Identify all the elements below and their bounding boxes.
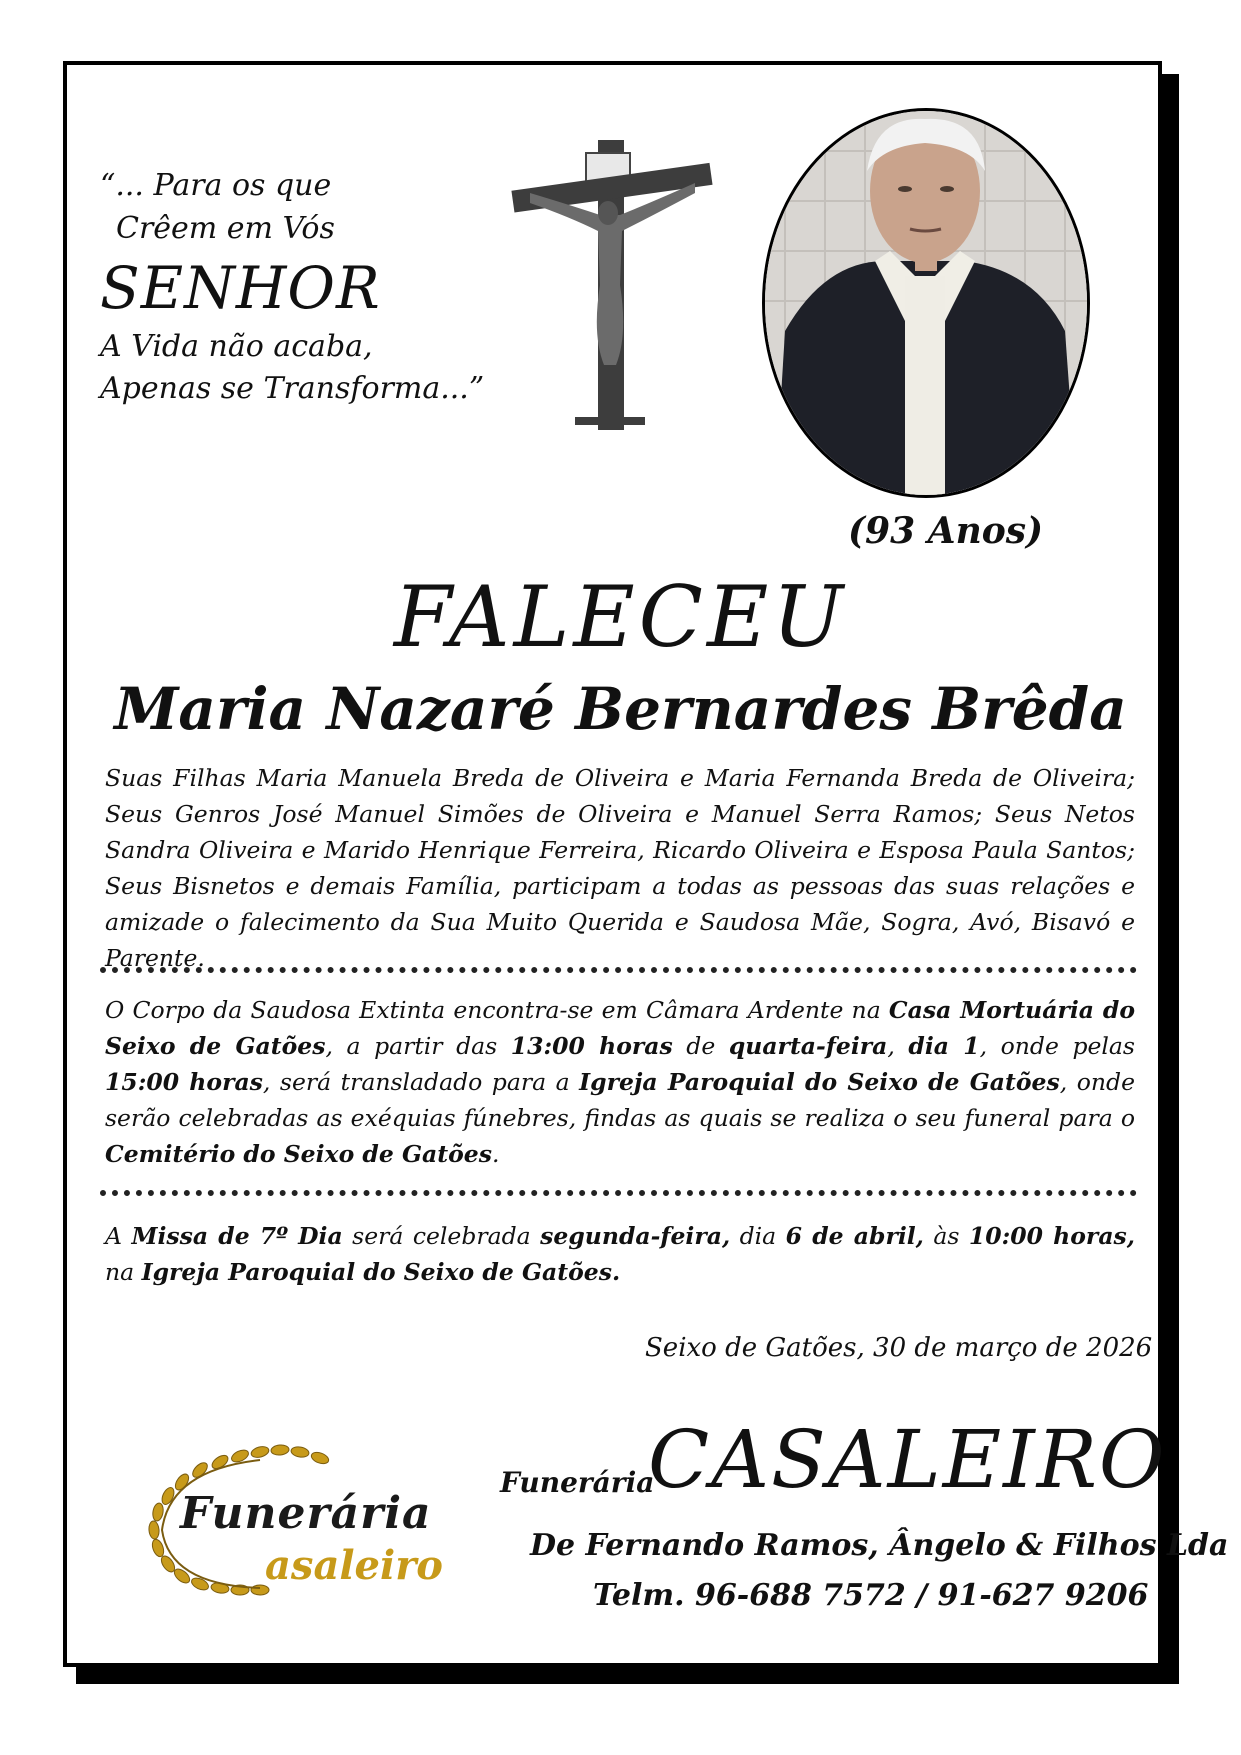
funeral-text: .	[492, 1140, 500, 1168]
funeral-text: ,	[887, 1032, 909, 1060]
funeral-text: , onde pelas	[979, 1032, 1135, 1060]
funeral-transfer-time: 15:00 horas	[105, 1068, 263, 1096]
date-line: Seixo de Gatões, 30 de março de 2026	[645, 1333, 1153, 1363]
deceased-portrait	[762, 108, 1090, 498]
funeral-paragraph	[105, 992, 1135, 1172]
quote-line-3: A Vida não acaba,	[100, 328, 373, 364]
mass-text: será celebrada	[342, 1222, 541, 1250]
mass-weekday: segunda-feira,	[540, 1222, 731, 1250]
mass-text: na	[105, 1258, 142, 1286]
funeral-location: Casa Mortuária do Seixo de Gatões	[105, 996, 1135, 1060]
deceased-name: Maria Nazaré Bernardes Brêda	[114, 675, 1127, 743]
quote-block	[100, 165, 500, 411]
mass-name: Missa de 7º Dia	[131, 1222, 343, 1250]
dotted-divider	[100, 967, 1137, 973]
funeraria-logo	[110, 1430, 470, 1610]
quote-emphasis: SENHOR	[100, 254, 381, 323]
funeral-text: , onde serão celebradas as exéquias fúnebres, findas as quais se realiza o seu funeral para o	[105, 1068, 1135, 1132]
company-phones: Telm. 96-688 7572 / 91-627 9206	[593, 1578, 1149, 1613]
company-owners: De Fernando Ramos, Ângelo & Filhos Lda	[530, 1528, 1229, 1563]
funeral-text: de	[672, 1032, 729, 1060]
funeral-church: Igreja Paroquial do Seixo de Gatões	[579, 1068, 1060, 1096]
funeral-weekday: quarta-feira	[728, 1032, 888, 1060]
dotted-divider	[100, 1190, 1137, 1196]
faleceu-heading: FALECEU	[393, 568, 848, 666]
funeral-text: O Corpo da Saudosa Extinta encontra-se em Câmara Ardente na	[105, 996, 889, 1024]
crucifix-icon	[500, 135, 720, 435]
company-name: CASALEIRO	[648, 1413, 1167, 1506]
quote-line-4: Apenas se Transforma...”	[100, 371, 485, 407]
mass-church: Igreja Paroquial do Seixo de Gatões.	[141, 1258, 621, 1286]
family-paragraph: Suas Filhas Maria Manuela Breda de Oliveira e Maria Fernanda Breda de Oliveira; Seus Genros José Manuel Simões de Oliveira e Manuel Serra Ramos; Seus Netos Sandra Oliveira e Marido Henrique Ferreira, Ricardo Oliveira e Esposa Paula Santos; Seus Bisnetos e demais Família, participam a todas as pessoas das suas relações e amizade o falecimento da Sua Muito Querida e Saudosa Mãe, Sogra, Avó, Bisavó e Parente.	[105, 764, 1135, 972]
quote-line-1: “... Para os que	[100, 168, 332, 203]
funeral-cemetery: Cemitério do Seixo de Gatões	[105, 1140, 492, 1168]
funeral-text: , será transladado para a	[262, 1068, 580, 1096]
funeral-text: , a partir das	[325, 1032, 511, 1060]
logo-text-asaleiro: asaleiro	[265, 1542, 443, 1589]
mass-date: 6 de abril,	[785, 1222, 924, 1250]
funeral-day: dia 1	[908, 1032, 980, 1060]
quote-line-2: Crêem em Vós	[116, 210, 335, 246]
mass-time: 10:00 horas,	[968, 1222, 1135, 1250]
mass-text: dia	[730, 1222, 786, 1250]
company-prefix: Funerária	[500, 1466, 655, 1499]
mass-text: às	[923, 1222, 969, 1250]
mass-text: A	[105, 1222, 132, 1250]
logo-text-funeraria: Funerária	[180, 1488, 432, 1539]
mass-paragraph	[105, 1218, 1135, 1290]
funeral-start-time: 13:00 horas	[510, 1032, 673, 1060]
age-label: (93 Anos)	[848, 510, 1044, 552]
